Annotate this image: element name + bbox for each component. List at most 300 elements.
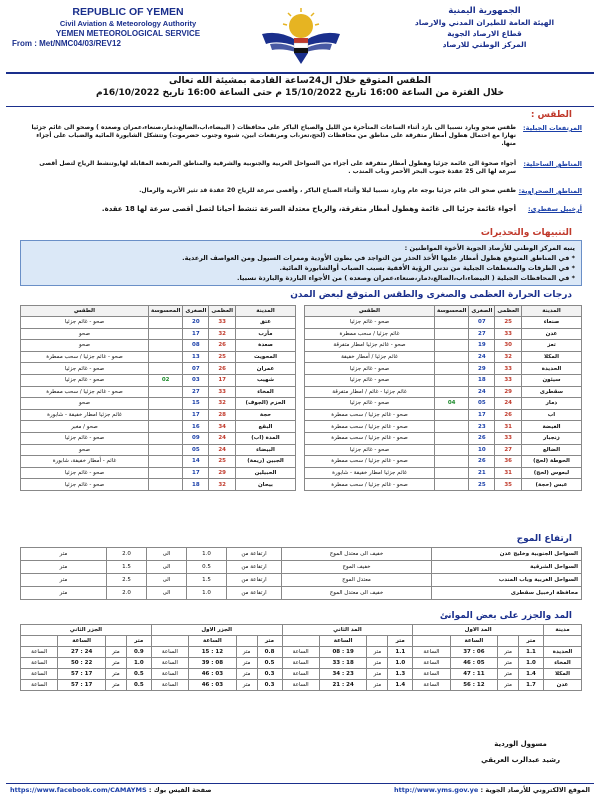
- city-row: [305, 398, 582, 410]
- facebook-label: صفحة الفيس بوك :: [148, 786, 212, 794]
- city-name: الحوطة (لحج): [522, 456, 582, 468]
- min-temp: 05: [469, 398, 495, 410]
- wave-to: 2.0: [107, 587, 147, 600]
- tide-sub-time: [282, 636, 319, 647]
- max-temp: 34: [209, 421, 236, 433]
- alert-line-floods: * في المناطق المتوقع هطول أمطار عليها الأخذ الحذر من التواجد في بطون الأودية وممرات السيول ومن العواصف الرعدية.: [182, 254, 575, 262]
- wave-to-label: الى: [147, 587, 187, 600]
- wave-from-label: ارتفاعة من: [227, 561, 282, 574]
- city-row: [21, 467, 296, 479]
- city-row: [305, 328, 582, 340]
- city-name: شهيب: [236, 374, 296, 386]
- weather-desc: صحو - غائم جزئيا: [305, 398, 435, 410]
- max-temp: 33: [209, 317, 236, 329]
- tide-hour-label: الساعة: [282, 658, 319, 669]
- city-row: [21, 386, 296, 398]
- city-name: البيضاء: [236, 444, 296, 456]
- min-temp: 26: [469, 456, 495, 468]
- weather-label-highlands: المرتفعات الجبلية:: [523, 124, 582, 132]
- temps-table-left: [20, 305, 296, 491]
- city-row: [21, 317, 296, 329]
- waves-table: [20, 547, 582, 600]
- feels-like-temp: [149, 467, 183, 479]
- feels-like-temp: [435, 444, 469, 456]
- city-row: [21, 432, 296, 444]
- col-feels: المحسوسة: [435, 306, 469, 317]
- weather-desc: صحو - غائم جزئيا: [21, 479, 149, 491]
- max-temp: 25: [209, 351, 236, 363]
- tide-height: 0.5: [126, 669, 151, 680]
- tide-sub-height: [236, 636, 257, 647]
- max-temp: 33: [495, 328, 522, 340]
- col-min: الصغرى: [469, 306, 495, 317]
- city-name: زنجبار: [522, 432, 582, 444]
- tide-sub-unit: متر: [388, 636, 413, 647]
- wave-to: 1.5: [107, 561, 147, 574]
- tide-unit: متر: [498, 669, 519, 680]
- tide-unit: متر: [367, 680, 388, 691]
- max-temp: 28: [209, 409, 236, 421]
- tide-sub-hour: الساعة: [58, 636, 106, 647]
- wave-from-label: ارتفاعة من: [227, 587, 282, 600]
- tide-row: [21, 647, 582, 658]
- max-temp: 31: [495, 467, 522, 479]
- feels-like-temp: [149, 340, 183, 352]
- tides-subheader-row: [21, 636, 582, 647]
- tide-unit: متر: [106, 669, 127, 680]
- tide-time: 24 : 27: [58, 647, 106, 658]
- form-reference: From : Met/NMC04/03/REV12: [12, 39, 121, 48]
- city-row: [305, 432, 582, 444]
- tide-row: [21, 669, 582, 680]
- tide-sub-height: [106, 636, 127, 647]
- wave-unit: متر: [21, 587, 107, 600]
- service-name-en: YEMEN METEOROLOGICAL SERVICE: [55, 29, 201, 38]
- city-name: سيئون: [522, 374, 582, 386]
- city-row: [21, 421, 296, 433]
- tide-unit: متر: [106, 647, 127, 658]
- wave-from: 1.5: [187, 574, 227, 587]
- tide-hour-label: الساعة: [282, 647, 319, 658]
- weather-desc: غائم جزئيا امطار خفيفة - شابورة: [305, 467, 435, 479]
- authority-logo: [258, 4, 344, 70]
- city-name: الحديدة: [522, 363, 582, 375]
- weather-desc: صحو - غائم جزئيا / سحب ممطرة: [21, 351, 149, 363]
- tide-time: 06 : 37: [450, 647, 498, 658]
- col-feels: المحسوسة: [149, 306, 183, 317]
- weather-row-socotra: [20, 205, 582, 219]
- tide-unit: متر: [236, 658, 257, 669]
- max-temp: 29: [495, 386, 522, 398]
- signature-block: [481, 740, 560, 764]
- tide-unit: متر: [236, 680, 257, 691]
- weather-desc: غائم جزئيا / سحب ممطرة: [305, 328, 435, 340]
- tide-unit: متر: [498, 647, 519, 658]
- wave-row: [21, 561, 582, 574]
- weather-text-coastal: أجواء صحوة الى غائمة جزئيا وهطول أمطار متفرقة على أجزاء من السواحل الغربية والجنوبية والشرقية والمناطق المرتفعة المقابلة لها,وتنشط الرياح لتصل أقصى سرعة لها الى 25 عقدة جنوب البحر الأحمر وباب المندب .: [39, 160, 516, 175]
- weather-label-desert: المناطق الصحراوية:: [518, 187, 582, 195]
- weather-text-socotra: أجواء غائمة جزئيا الى غائمة وهطول أمطار متفرقة، والرياح معتدلة السرعة تنشط أحيانا لتصل أقصى سرعة لها 18 عقدة.: [101, 205, 516, 213]
- tide-port: المخاء: [544, 658, 582, 669]
- min-temp: 27: [469, 328, 495, 340]
- min-temp: 18: [183, 479, 209, 491]
- authority-name-ar: الهيئة العامة للطيران المدني والارصاد: [414, 18, 555, 27]
- tide-hour-label: الساعة: [413, 680, 450, 691]
- wave-row: [21, 574, 582, 587]
- min-temp: 26: [469, 432, 495, 444]
- wave-unit: متر: [21, 548, 107, 561]
- weather-desc: صحو: [21, 340, 149, 352]
- tide-hour-label: الساعة: [282, 680, 319, 691]
- city-row: [21, 328, 296, 340]
- max-temp: 33: [495, 432, 522, 444]
- tide-height: 0.9: [126, 647, 151, 658]
- city-row: [21, 444, 296, 456]
- tide-unit: متر: [498, 658, 519, 669]
- city-name: الحبيلين: [236, 467, 296, 479]
- weather-text-desert: طقس صحو الى غائم جزئيا بوجه عام وبارد نسبيا ليلا وأثناء الصباح الباكر ، وأقصى سرعة للرياح 20 عقدة قد تثير الأتربة والرمال.: [139, 187, 516, 194]
- max-temp: 35: [495, 479, 522, 491]
- city-name: المخاء: [236, 386, 296, 398]
- weather-desc: صحو - غائم جزئيا: [21, 317, 149, 329]
- min-temp: 05: [183, 444, 209, 456]
- alerts-box: [20, 240, 582, 286]
- wave-state: معتدل الموج: [282, 574, 432, 587]
- tide-time: 08 : 39: [189, 658, 237, 669]
- tide-hour-label: الساعة: [21, 669, 58, 680]
- max-temp: 32: [209, 328, 236, 340]
- city-name: الضالع: [522, 444, 582, 456]
- alerts-heading: التنبيهات والتحذيرات: [480, 228, 572, 238]
- weather-desc: صحو - غائم جزئيا / سحب ممطرة: [305, 409, 435, 421]
- tide-port: عدن: [544, 680, 582, 691]
- city-row: [305, 363, 582, 375]
- website-link[interactable]: http://www.yms.gov.ye: [394, 786, 479, 794]
- max-temp: 27: [495, 444, 522, 456]
- waves-heading: ارتفاع الموج: [516, 534, 572, 544]
- feels-like-temp: [149, 363, 183, 375]
- feels-like-temp: [149, 409, 183, 421]
- tide-time: 18 : 33: [319, 658, 367, 669]
- weather-desc: صحو - غائم جزئيا: [305, 317, 435, 329]
- weather-text-highlands: طقس صحو وبارد نسبيا الى بارد أثناء الساعات المتأخرة من الليل والصباح الباكر على محافظات ( البيضاء،اب،الضالع،ذمار،صنعاء،عمران وصعده ) وصحو الى غائم جزئيا نهارا مع احتمال هطول أمطار متفرقة على مناطق من محافظات (لحج،تعز،اب ومرتفعات ابين، شبوه وجنوب حضرموت) وتتشكل الشابورة المائية والضباب على أجزاء منها.: [31, 124, 516, 147]
- tide-group-high2: المد الثاني: [282, 625, 413, 636]
- feels-like-temp: [149, 328, 183, 340]
- city-row: [21, 374, 296, 386]
- city-row: [305, 479, 582, 491]
- city-row: [305, 317, 582, 329]
- tide-height: 1.4: [388, 680, 413, 691]
- tide-height: 0.3: [257, 680, 282, 691]
- min-temp: 08: [183, 340, 209, 352]
- tide-sub-unit: متر: [126, 636, 151, 647]
- tide-hour-label: الساعة: [413, 647, 450, 658]
- weather-desc: صحو - غائم جزئيا / سحب ممطرة: [21, 386, 149, 398]
- min-temp: 20: [183, 317, 209, 329]
- weather-desc: صحو: [21, 444, 149, 456]
- tide-sub-time: [151, 636, 188, 647]
- weather-desc: صحو / مغبر: [21, 421, 149, 433]
- max-temp: 32: [209, 479, 236, 491]
- max-temp: 33: [209, 386, 236, 398]
- tide-group-low1: الجزر الاول: [151, 625, 282, 636]
- min-temp: 23: [469, 421, 495, 433]
- tide-unit: متر: [367, 647, 388, 658]
- sector-name-ar: قطاع الارصاد الجوية: [447, 29, 522, 38]
- header-divider: [6, 72, 594, 74]
- min-temp: 17: [183, 328, 209, 340]
- max-temp: 31: [495, 421, 522, 433]
- min-temp: 15: [183, 398, 209, 410]
- city-row: [21, 479, 296, 491]
- min-temp: 07: [183, 363, 209, 375]
- min-temp: 17: [183, 409, 209, 421]
- city-name: الحزم (الجوف): [236, 398, 296, 410]
- feels-like-temp: [435, 351, 469, 363]
- feels-like-temp: [149, 432, 183, 444]
- tide-time: 12 : 15: [189, 647, 237, 658]
- tide-height: 1.0: [519, 658, 544, 669]
- max-temp: 33: [495, 363, 522, 375]
- col-city: المدينة: [236, 306, 296, 317]
- title-divider: [6, 106, 594, 107]
- city-row: [305, 421, 582, 433]
- wave-state: خفيف الموج: [282, 561, 432, 574]
- feels-like-temp: [149, 456, 183, 468]
- weather-desc: غائم جزئيا / أمطار خفيفة: [305, 351, 435, 363]
- tide-hour-label: الساعة: [21, 658, 58, 669]
- tide-hour-label: الساعة: [151, 669, 188, 680]
- feels-like-temp: [435, 467, 469, 479]
- city-name: حجة: [236, 409, 296, 421]
- max-temp: 26: [209, 363, 236, 375]
- city-row: [21, 351, 296, 363]
- tide-hour-label: الساعة: [151, 647, 188, 658]
- max-temp: 25: [209, 456, 236, 468]
- tide-unit: متر: [498, 680, 519, 691]
- weather-desc: صحو - غائم جزئيا: [21, 432, 149, 444]
- city-name: المدة (اب): [236, 432, 296, 444]
- tide-sub-unit: متر: [257, 636, 282, 647]
- wave-to: 2.5: [107, 574, 147, 587]
- tide-unit: متر: [367, 669, 388, 680]
- tide-time: 19 : 08: [319, 647, 367, 658]
- weather-label-coastal: المناطق الساحلية:: [523, 160, 582, 168]
- max-temp: 30: [495, 340, 522, 352]
- tide-height: 0.5: [126, 680, 151, 691]
- feels-like-temp: [149, 317, 183, 329]
- city-name: صعدة: [236, 340, 296, 352]
- wave-row: [21, 548, 582, 561]
- weather-desc: صحو - غائم جزئيا: [305, 363, 435, 375]
- min-temp: 07: [469, 317, 495, 329]
- tide-group-low2: الجزر الثاني: [21, 625, 152, 636]
- max-temp: 29: [209, 467, 236, 479]
- col-max: العظمى: [209, 306, 236, 317]
- weather-row-coastal: [20, 160, 582, 187]
- tide-height: 1.3: [388, 669, 413, 680]
- wave-from-label: ارتفاعة من: [227, 548, 282, 561]
- wave-from-label: ارتفاعة من: [227, 574, 282, 587]
- weather-desc: غائم جزئيا امطار خفيفة - شابورة: [21, 409, 149, 421]
- city-row: [305, 409, 582, 421]
- tide-time: 11 : 47: [450, 669, 498, 680]
- forecast-period: خلال الفترة من الساعة 16:00 تاريخ 15/10/2022 م حتى الساعة 16:00 تاريخ 16/10/2022م: [96, 88, 504, 98]
- city-row: [21, 456, 296, 468]
- tide-time: 05 : 46: [450, 658, 498, 669]
- col-max: العظمى: [495, 306, 522, 317]
- website-label: الموقع الالكتروني للأرصاد الجوية :: [480, 786, 590, 794]
- tide-unit: متر: [106, 658, 127, 669]
- tide-hour-label: الساعة: [413, 669, 450, 680]
- tide-time: 03 : 46: [189, 680, 237, 691]
- weather-desc: صحو - غائم جزئيا / سحب ممطرة: [305, 456, 435, 468]
- forecast-title: [6, 76, 594, 98]
- tide-unit: متر: [106, 680, 127, 691]
- tide-height: 0.3: [257, 669, 282, 680]
- tide-height: 1.4: [519, 669, 544, 680]
- tide-time: 17 : 57: [58, 680, 106, 691]
- tide-time: 17 : 57: [58, 669, 106, 680]
- max-temp: 33: [495, 374, 522, 386]
- feels-like-temp: [435, 340, 469, 352]
- wave-from: 1.0: [187, 548, 227, 561]
- tide-port: الحديدة: [544, 647, 582, 658]
- min-temp: 10: [469, 444, 495, 456]
- tide-sub-height: [498, 636, 519, 647]
- min-temp: 03: [183, 374, 209, 386]
- min-temp: 19: [469, 340, 495, 352]
- tide-height: 1.0: [126, 658, 151, 669]
- tide-height: 0.5: [257, 658, 282, 669]
- signature-title: مسوول الوردية: [494, 740, 547, 748]
- min-temp: 18: [469, 374, 495, 386]
- authority-name-en: Civil Aviation & Meteorology Authority: [59, 19, 197, 28]
- feels-like-temp: [435, 328, 469, 340]
- temps-table-right: [304, 305, 582, 491]
- weather-desc: صحو - غائم جزئيا: [305, 444, 435, 456]
- city-name: مأرب: [236, 328, 296, 340]
- footer: [6, 783, 594, 798]
- tide-sub-time: [413, 636, 450, 647]
- feels-like-temp: [149, 421, 183, 433]
- city-name: بيحان: [236, 479, 296, 491]
- tides-table: [20, 624, 582, 691]
- city-row: [21, 398, 296, 410]
- tide-unit: متر: [236, 647, 257, 658]
- weather-desc: صحو: [21, 398, 149, 410]
- tide-time: 23 : 34: [319, 669, 367, 680]
- tide-row: [21, 680, 582, 691]
- wave-from: 1.0: [187, 587, 227, 600]
- wave-to-label: الى: [147, 561, 187, 574]
- center-name-ar: المركز الوطني للارصاد: [442, 40, 527, 49]
- feels-like-temp: [149, 398, 183, 410]
- max-temp: 26: [209, 340, 236, 352]
- max-temp: 24: [209, 432, 236, 444]
- signature-name: رشيد عبدالرب العريقي: [481, 756, 560, 764]
- city-name: عبس (حجة): [522, 479, 582, 491]
- tide-hour-label: الساعة: [413, 658, 450, 669]
- max-temp: 17: [209, 374, 236, 386]
- city-name: الغيضة: [522, 421, 582, 433]
- city-row: [21, 409, 296, 421]
- feels-like-temp: [435, 317, 469, 329]
- max-temp: 32: [209, 398, 236, 410]
- weather-desc: صحو: [21, 328, 149, 340]
- tide-hour-label: الساعة: [151, 680, 188, 691]
- wave-region: السواحل الجنوبية وخليج عدن: [432, 548, 582, 561]
- tide-hour-label: الساعة: [21, 680, 58, 691]
- weather-desc: صحو - غائم جزئيا: [21, 363, 149, 375]
- country-name-ar: الجمهورية اليمنية: [448, 6, 521, 16]
- weather-row-desert: [20, 187, 582, 205]
- wave-region: السواحل الشرقية: [432, 561, 582, 574]
- min-temp: 14: [183, 456, 209, 468]
- alert-line-cold: * في المحافظات الجبلية ( البيضاء،اب،الضالع،ذمار،صنعاء،عمران وصعده ) من الأجواء الباردة والباردة نسبيا.: [237, 274, 575, 282]
- min-temp: 16: [183, 421, 209, 433]
- forecast-title-line1: الطقس المتوقع خلال ال24ساعة القادمة بمشيئة الله تعالى: [169, 76, 431, 86]
- feels-like-temp: [149, 386, 183, 398]
- facebook-block: [10, 786, 212, 794]
- city-row: [21, 363, 296, 375]
- min-temp: 17: [469, 409, 495, 421]
- tide-sub-hour: الساعة: [450, 636, 498, 647]
- wave-to: 2.0: [107, 548, 147, 561]
- min-temp: 25: [469, 479, 495, 491]
- facebook-link[interactable]: https://www.facebook.com/CAMAYMS: [10, 786, 147, 794]
- city-row: [305, 351, 582, 363]
- city-name: سقطرى: [522, 386, 582, 398]
- temps-header-row: [305, 306, 582, 317]
- feels-like-temp: [435, 479, 469, 491]
- min-temp: 13: [183, 351, 209, 363]
- tide-row: [21, 658, 582, 669]
- max-temp: 26: [495, 409, 522, 421]
- tide-sub-time: [21, 636, 58, 647]
- tide-group-high1: المد الاول: [413, 625, 544, 636]
- weather-desc: غائم - أمطار خفيفة، شابورة: [21, 456, 149, 468]
- tide-height: 1.1: [519, 647, 544, 658]
- tide-height: 1.1: [388, 647, 413, 658]
- tide-hour-label: الساعة: [21, 647, 58, 658]
- city-row: [305, 374, 582, 386]
- max-temp: 32: [495, 351, 522, 363]
- header-english: [8, 6, 248, 48]
- weather-desc: صحو - غائم جزئيا: [21, 374, 149, 386]
- tide-sub-hour: الساعة: [189, 636, 237, 647]
- feels-like-temp: [149, 351, 183, 363]
- city-name: عدن: [522, 328, 582, 340]
- feels-like-temp: 02: [149, 374, 183, 386]
- wave-from: 0.5: [187, 561, 227, 574]
- feels-like-temp: [435, 386, 469, 398]
- max-temp: 36: [495, 456, 522, 468]
- city-name: عمران: [236, 363, 296, 375]
- tide-height: 1.0: [388, 658, 413, 669]
- city-name: ذمار: [522, 398, 582, 410]
- city-row: [21, 340, 296, 352]
- wave-unit: متر: [21, 574, 107, 587]
- feels-like-temp: [435, 409, 469, 421]
- tide-sub-height: [367, 636, 388, 647]
- city-name: اب: [522, 409, 582, 421]
- weather-section: [20, 124, 582, 219]
- tide-height: 0.8: [257, 647, 282, 658]
- alert-line-fog: * في الطرقات والمنعطفات الجبلية من تدني الرؤية الأفقية بسبب الضباب أوالشابورة المائية.: [279, 264, 575, 272]
- wave-region: محافظة ارخبيل سقطرى: [432, 587, 582, 600]
- col-weather: الطقس: [21, 306, 149, 317]
